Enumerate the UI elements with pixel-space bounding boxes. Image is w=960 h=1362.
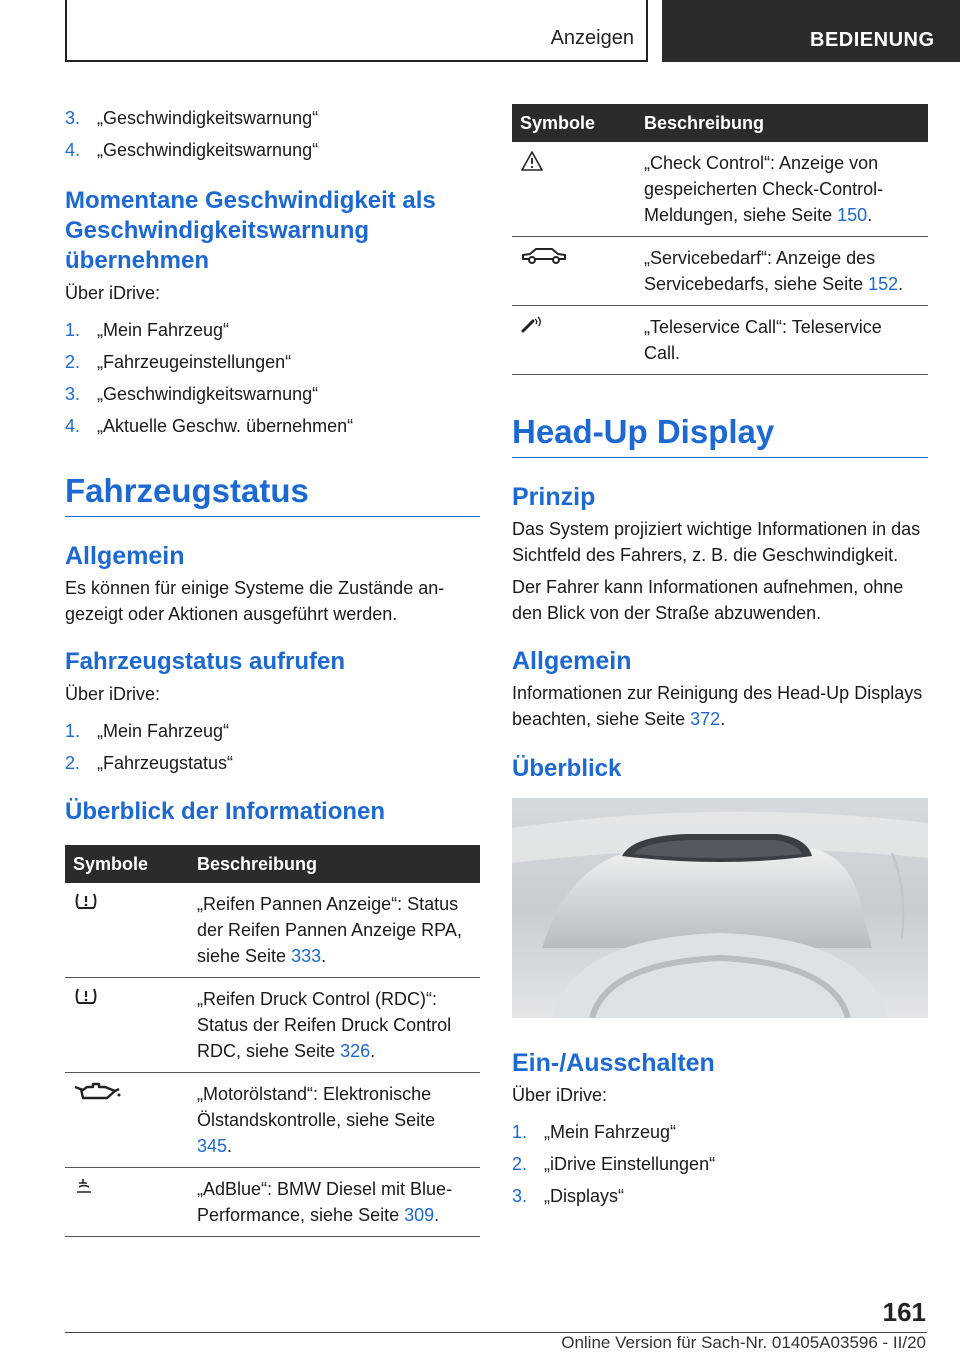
table-row: [512, 142, 928, 237]
list-item: 1. „Mein Fahrzeug“: [65, 320, 230, 340]
table-header-symbole: Symbole: [512, 104, 636, 142]
page-link[interactable]: 333: [291, 946, 322, 966]
prinzip-text-1: Das System projiziert wichtige Informationen in das Sichtfeld des Fahrers, z. B. die Geschwindigkeit.: [512, 519, 921, 565]
footer-text: Online Version für Sach-Nr. 01405A03596 - II/20: [561, 1333, 926, 1352]
table-header-row: [512, 104, 928, 142]
einaus-steps: [512, 1116, 928, 1212]
page-link[interactable]: 372: [690, 709, 721, 729]
table-cell-description: „Motorölstand“: Elektronische Ölstandskontrolle, siehe Seite 345.: [189, 1073, 480, 1168]
list-item: 2. „Fahrzeugstatus“: [65, 753, 234, 773]
aufrufen-steps: [65, 715, 480, 779]
header-tab-frame: [65, 0, 648, 62]
aufrufen-heading: Fahrzeugstatus aufrufen: [65, 648, 346, 675]
table-row: [65, 978, 480, 1073]
symbol-table-right: [512, 104, 928, 375]
hud-dashboard-photo: [512, 798, 928, 1018]
list-item: 3. „Geschwindigkeitswarnung“: [65, 108, 319, 128]
list-item: 3. „Geschwindigkeitswarnung“: [65, 384, 319, 404]
left-column: [65, 100, 480, 1237]
ueberblick-hud-heading: Überblick: [512, 755, 622, 782]
page-link[interactable]: 150: [837, 205, 868, 225]
warning-triangle-icon: [512, 142, 636, 237]
table-header-symbole: Symbole: [65, 845, 189, 883]
table-header-row: [65, 845, 480, 883]
table-header-beschreibung: Beschreibung: [636, 104, 928, 142]
list-item: 4. „Geschwindigkeitswarnung“: [65, 140, 319, 160]
list-item: 2. „Fahrzeugeinstellungen“: [65, 352, 292, 372]
prinzip-text-2: Der Fahrer kann Informationen aufnehmen, ohne den Blick von der Straße abzuwenden.: [512, 577, 904, 623]
oil-can-icon: [65, 1073, 189, 1168]
table-cell-description: „Reifen Pannen Anzeige“: Status der Reifen Pannen Anzeige RPA, siehe Seite 333.: [189, 883, 480, 978]
table-cell-description: „Servicebedarf“: Anzeige des Servicebedarfs, siehe Seite 152.: [636, 237, 928, 306]
momentane-steps: [65, 314, 480, 442]
list-item: 3. „Displays“: [512, 1186, 625, 1206]
table-cell-description: „AdBlue“: BMW Diesel mit BluePerformance, siehe Seite 309.: [189, 1168, 480, 1237]
adblue-icon: [65, 1168, 189, 1237]
list-item: 1. „Mein Fahrzeug“: [512, 1122, 677, 1142]
table-row: [65, 1168, 480, 1237]
table-row: [512, 237, 928, 306]
aufrufen-intro: Über iDrive:: [65, 684, 161, 704]
page-link[interactable]: 309: [404, 1205, 435, 1225]
teleservice-icon: [512, 306, 636, 375]
allgemein-hud-heading: Allgemein: [512, 647, 632, 675]
page-link[interactable]: 345: [197, 1136, 228, 1156]
tire-pressure-warning-icon: [65, 883, 189, 978]
table-cell-description: „Reifen Druck Control (RDC)“: Status der Reifen Druck Control RDC, siehe Seite 326.: [189, 978, 480, 1073]
page-number: 161: [882, 1297, 926, 1327]
header-section-bar: [662, 0, 960, 62]
table-cell-description: „Teleservice Call“: Teleservice Call.: [636, 306, 928, 375]
table-cell-description: „Check Control“: Anzeige von gespeicherten Check-Control-Meldungen, siehe Seite 150.: [636, 142, 928, 237]
steps-top-list: [65, 102, 480, 166]
allgemein-heading: Allgemein: [65, 542, 185, 570]
fahrzeugstatus-heading: Fahrzeugstatus: [65, 472, 480, 517]
car-service-icon: [512, 237, 636, 306]
symbol-table-left: [65, 845, 480, 1237]
allgemein-text: Es können für einige Systeme die Zustände angezeigt oder Aktionen ausgeführt werden.: [65, 578, 445, 624]
header-title: Anzeigen: [550, 27, 634, 49]
ueberblick-informationen-heading: Überblick der Informationen: [65, 798, 386, 825]
momentane-heading: Momentane Geschwindigkeit als Geschwindigkeitswarnung übernehmen: [65, 187, 436, 274]
prinzip-heading: Prinzip: [512, 483, 596, 511]
list-item: 2. „iDrive Einstellungen“: [512, 1154, 716, 1174]
list-item: 4. „Aktuelle Geschw. übernehmen“: [65, 416, 354, 436]
hud-heading: Head-Up Display: [512, 413, 928, 458]
allgemein-hud-text: Informationen zur Reinigung des Head-Up Displays beachten, siehe Seite 372.: [512, 683, 923, 729]
einaus-heading: Ein-/Ausschalten: [512, 1049, 715, 1077]
header-section-label: BEDIENUNG: [810, 29, 935, 51]
right-column: [512, 104, 928, 1212]
list-item: 1. „Mein Fahrzeug“: [65, 721, 230, 741]
page-link[interactable]: 326: [340, 1041, 371, 1061]
tire-pressure-control-icon: [65, 978, 189, 1073]
table-row: [65, 1073, 480, 1168]
table-row: [65, 883, 480, 978]
momentane-intro: Über iDrive:: [65, 283, 161, 303]
einaus-intro: Über iDrive:: [512, 1085, 608, 1105]
page-link[interactable]: 152: [868, 274, 899, 294]
table-header-beschreibung: Beschreibung: [189, 845, 480, 883]
table-row: [512, 306, 928, 375]
